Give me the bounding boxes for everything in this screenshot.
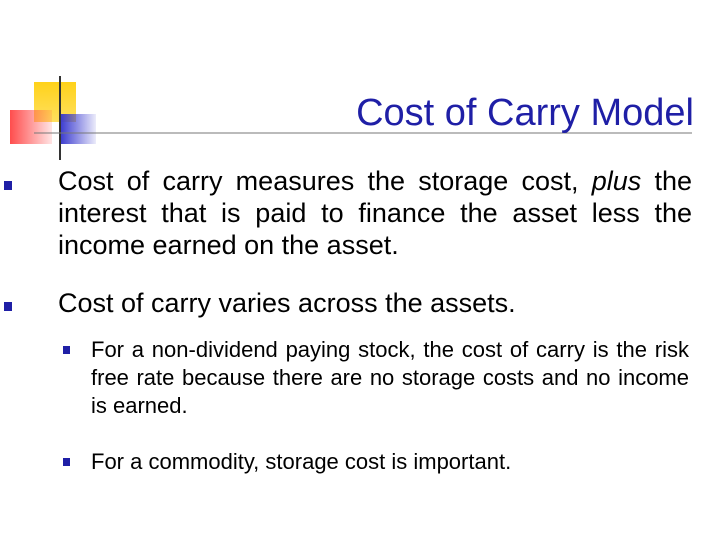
sub-bullet-text: For a non-dividend paying stock, the cost of carry is the risk free rate because there are no storage costs and no income is earned. [91,337,689,418]
sub-bullet-marker [63,346,70,354]
bullet-item [58,287,692,319]
bullet-marker [4,181,12,190]
sub-bullet-item [91,336,689,420]
sub-bullet-text: For a commodity, storage cost is important. [91,449,512,474]
bullet-text-italic: plus [591,166,642,196]
bullet-marker [4,302,12,311]
sub-bullet-item [91,448,689,476]
bullet-text: the interest that is paid to finance the asset less the income earned on the asset. [58,166,692,260]
bullet-item [58,165,692,261]
slide-title: Cost of Carry Model [356,92,694,134]
bullet-text: Cost of carry measures the storage cost, [58,166,592,196]
bullet-text: Cost of carry varies across the assets. [58,288,516,318]
sub-bullet-marker [63,458,70,466]
